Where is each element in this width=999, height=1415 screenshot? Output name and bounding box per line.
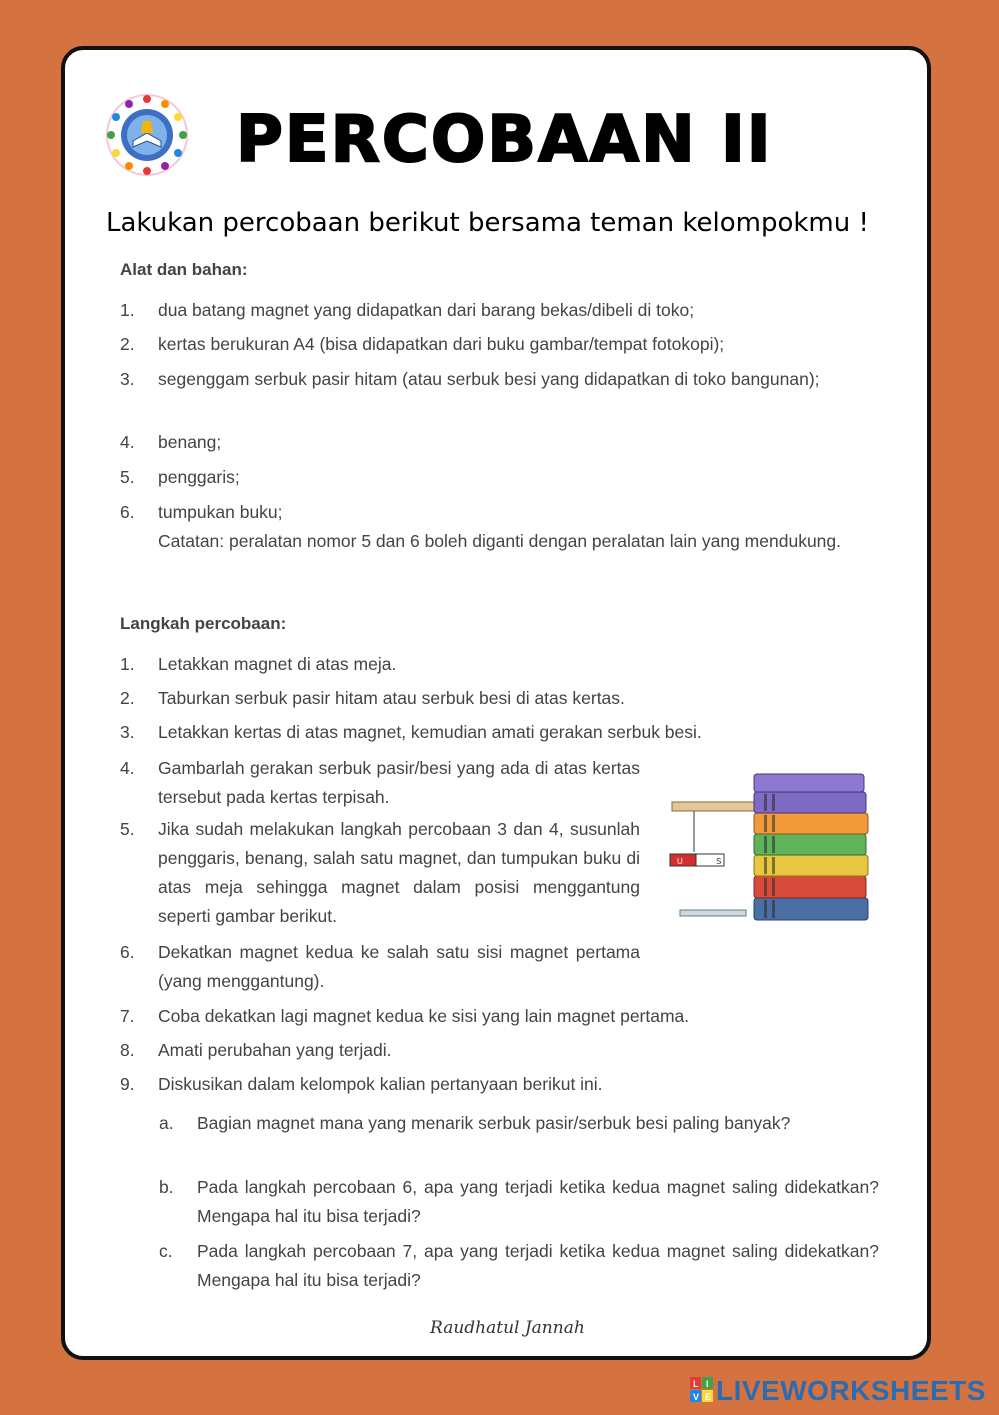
icon-letter: E bbox=[705, 1392, 712, 1402]
ruler bbox=[672, 802, 754, 811]
author-signature: Raudhatul Jannah bbox=[430, 1318, 585, 1338]
step-number: 4. bbox=[120, 758, 135, 778]
item-number: 6. bbox=[120, 502, 135, 522]
step-number: 5. bbox=[120, 819, 135, 839]
item-text: benang; bbox=[158, 432, 222, 452]
step-text: Amati perubahan yang terjadi. bbox=[158, 1040, 392, 1060]
item-number: 4. bbox=[120, 432, 135, 452]
page-subtitle: Lakukan percobaan berikut bersama teman kelompokmu ! bbox=[106, 208, 869, 238]
step-number: 9. bbox=[120, 1074, 135, 1094]
liveworksheets-icon bbox=[690, 1377, 714, 1403]
step-number: 6. bbox=[120, 942, 135, 962]
step-text: Jika sudah melakukan langkah percobaan 3 dan 4, susunlah penggaris, benang, salah satu magnet, dan tumpukan buku di atas meja sehingga magnet dalam posisi menggantung seperti gambar berikut. bbox=[158, 819, 640, 926]
step-text: Coba dekatkan lagi magnet kedua ke sisi yang lain magnet pertama. bbox=[158, 1006, 690, 1026]
item-number: 1. bbox=[120, 300, 135, 320]
step-text: Dekatkan magnet kedua ke salah satu sisi magnet pertama (yang menggantung). bbox=[158, 942, 640, 991]
step-number: 8. bbox=[120, 1040, 135, 1060]
step-number: 7. bbox=[120, 1006, 135, 1026]
liveworksheets-brand bbox=[690, 1374, 990, 1408]
step-text: Taburkan serbuk pasir hitam atau serbuk besi di atas kertas. bbox=[158, 688, 625, 708]
liveworksheets-wordmark[interactable]: LIVEWORKSHEETS bbox=[716, 1375, 986, 1406]
question-letter: a. bbox=[159, 1113, 174, 1133]
magnet-pole-s: S bbox=[716, 857, 722, 866]
page-title: PERCOBAAN II bbox=[236, 103, 773, 177]
step-text: Diskusikan dalam kelompok kalian pertanyaan berikut ini. bbox=[158, 1074, 603, 1094]
step-text: Gambarlah gerakan serbuk pasir/besi yang ada di atas kertas tersebut pada kertas terpisah. bbox=[158, 758, 640, 807]
magnet-pole-n: U bbox=[677, 857, 683, 866]
question-letter: c. bbox=[159, 1241, 173, 1261]
item-text: tumpukan buku; bbox=[158, 502, 283, 522]
steps-heading: Langkah percobaan: bbox=[120, 614, 287, 633]
hanging-magnet-illustration bbox=[668, 770, 878, 932]
step-text: Letakkan kertas di atas magnet, kemudian amati gerakan serbuk besi. bbox=[158, 722, 702, 742]
item-text: penggaris; bbox=[158, 467, 240, 487]
item-number: 3. bbox=[120, 369, 135, 389]
icon-letter: V bbox=[693, 1392, 700, 1402]
item-text: dua batang magnet yang didapatkan dari barang bekas/dibeli di toko; bbox=[158, 300, 695, 320]
step-number: 3. bbox=[120, 722, 135, 742]
step-number: 1. bbox=[120, 654, 135, 674]
hanging-magnet bbox=[670, 854, 724, 866]
item-number: 2. bbox=[120, 334, 135, 354]
icon-letter: I bbox=[706, 1379, 709, 1389]
step-text: Letakkan magnet di atas meja. bbox=[158, 654, 397, 674]
question-text: Bagian magnet mana yang menarik serbuk pasir/serbuk besi paling banyak? bbox=[197, 1113, 791, 1133]
item-text: segenggam serbuk pasir hitam (atau serbuk besi yang didapatkan di toko bangunan); bbox=[158, 369, 820, 389]
school-logo-icon bbox=[104, 92, 190, 178]
item-text: kertas berukuran A4 (bisa didapatkan dari buku gambar/tempat fotokopi); bbox=[158, 334, 725, 354]
question-letter: b. bbox=[159, 1177, 174, 1197]
question-text: Pada langkah percobaan 7, apa yang terjadi ketika kedua magnet saling didekatkan? Mengapa hal itu bisa terjadi? bbox=[197, 1241, 879, 1290]
icon-letter: L bbox=[693, 1379, 699, 1389]
step-number: 2. bbox=[120, 688, 135, 708]
item-number: 5. bbox=[120, 467, 135, 487]
book-stack bbox=[754, 774, 868, 920]
question-text: Pada langkah percobaan 6, apa yang terjadi ketika kedua magnet saling didekatkan? Mengapa hal itu bisa terjadi? bbox=[197, 1177, 879, 1226]
note-text: Catatan: peralatan nomor 5 dan 6 boleh diganti dengan peralatan lain yang mendukung. bbox=[158, 531, 842, 551]
materials-heading: Alat dan bahan: bbox=[120, 260, 248, 279]
